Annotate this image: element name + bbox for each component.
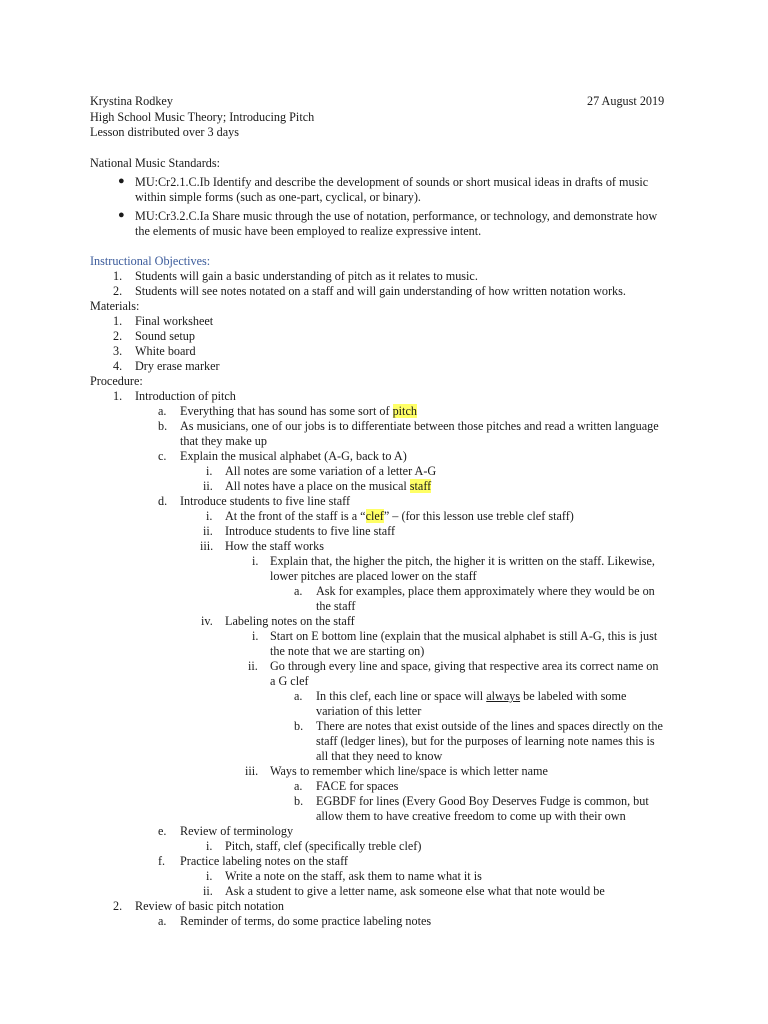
list-roman: ii. [203,479,213,493]
highlight-clef: clef [365,509,384,523]
list-number: 1. [113,269,123,283]
list-roman: ii. [248,659,258,673]
lesson-duration: Lesson distributed over 3 days [90,125,239,139]
step-1f: Practice labeling notes on the staff [180,854,348,868]
step-1c-ii: All notes have a place on the musical staff [225,479,432,493]
list-letter: a. [158,914,167,928]
standards-heading: National Music Standards: [90,156,220,170]
step-1d-iv-2b-line2: staff (ledger lines), but for the purposes of learning note names this is [316,734,655,748]
list-letter: f. [158,854,166,868]
list-letter: b. [294,794,304,808]
step-1d-iii: How the staff works [225,539,324,553]
step-1d-iv-2a-line2: variation of this letter [316,704,422,718]
standard-2-line1: MU:Cr3.2.C.Ia Share music through the use of notation, performance, or technology, and demonstrate how [135,209,658,223]
objective-1: Students will gain a basic understanding of pitch as it relates to music. [135,269,478,283]
list-letter: b. [158,419,168,433]
step-1d-iii-1-line1: Explain that, the higher the pitch, the higher it is written on the staff. Likewise, [270,554,655,568]
step-1b-line1: As musicians, one of our jobs is to differentiate between those pitches and read a written language [180,419,659,433]
objectives-heading: Instructional Objectives: [90,254,211,268]
list-roman: ii. [203,524,213,538]
author-name: Krystina Rodkey [90,94,173,108]
step-1d-iv-3b-line1: EGBDF for lines (Every Good Boy Deserves Fudge is common, but [316,794,649,808]
list-roman: i. [252,554,259,568]
lesson-date: 27 August 2019 [587,94,665,108]
material-2: Sound setup [135,329,195,343]
step-1d-iii-1a-line1: Ask for examples, place them approximately where they would be on [316,584,655,598]
list-roman: ii. [203,884,213,898]
step-1b-line2: that they make up [180,434,267,448]
list-roman: i. [206,509,213,523]
step-1f-ii: Ask a student to give a letter name, ask someone else what that note would be [225,884,605,898]
course-title: High School Music Theory; Introducing Pitch [90,110,315,124]
step-1d-iv-2-line2: a G clef [270,674,309,688]
step-1d-i: At the front of the staff is a “clef” – (for this lesson use treble clef staff) [225,509,574,523]
step-1d-iv-3a: FACE for spaces [316,779,399,793]
list-roman: iv. [201,614,213,628]
step-1d-ii: Introduce students to five line staff [225,524,396,538]
highlight-pitch: pitch [392,404,417,418]
step-1e-i: Pitch, staff, clef (specifically treble clef) [225,839,422,853]
step-1d-iv-2a-line1: In this clef, each line or space will always be labeled with some [316,689,627,703]
list-letter: a. [294,689,303,703]
material-3: White board [135,344,196,358]
materials-heading: Materials: [90,299,140,313]
list-letter: b. [294,719,304,733]
underline-always: always [486,689,521,703]
step-1d-iv-2-line1: Go through every line and space, giving that respective area its correct name on [270,659,659,673]
list-number: 2. [113,329,123,343]
bullet-icon: ● [118,209,125,221]
standard-2-line2: the elements of music have been employed to realize expressive intent. [135,224,482,238]
list-letter: a. [158,404,167,418]
step-1f-i: Write a note on the staff, ask them to name what it is [225,869,482,883]
step-1d-iv-1-line2: the note that we are starting on) [270,644,425,658]
step-1d-iii-1a-line2: the staff [316,599,356,613]
list-roman: iii. [200,539,214,553]
step-1d-iv-2b-line3: all that they need to know [316,749,443,763]
list-number: 2. [113,899,123,913]
procedure-step-1: Introduction of pitch [135,389,236,403]
highlight-staff: staff [409,479,432,493]
step-1d-iii-1-line2: lower pitches are placed lower on the staff [270,569,477,583]
step-1c-i: All notes are some variation of a letter A-G [225,464,437,478]
step-1d-iv-1-line1: Start on E bottom line (explain that the musical alphabet is still A-G, this is just [270,629,658,643]
step-1d: Introduce students to five line staff [180,494,351,508]
list-letter: d. [158,494,168,508]
bullet-icon: ● [118,175,125,187]
material-4: Dry erase marker [135,359,220,373]
list-letter: a. [294,779,303,793]
list-letter: c. [158,449,167,463]
list-number: 4. [113,359,123,373]
step-1d-iv-3b-line2: allow them to have creative freedom to come up with their own [316,809,626,823]
list-letter: e. [158,824,167,838]
list-number: 3. [113,344,123,358]
step-1a: Everything that has sound has some sort of pitch [180,404,417,418]
standard-1-line1: MU:Cr2.1.C.Ib Identify and describe the development of sounds or short musical ideas in drafts of music [135,175,649,189]
step-1d-iv-3: Ways to remember which line/space is which letter name [270,764,548,778]
list-roman: iii. [245,764,259,778]
list-roman: i. [206,869,213,883]
list-number: 2. [113,284,123,298]
list-roman: i. [206,839,213,853]
procedure-heading: Procedure: [90,374,143,388]
material-1: Final worksheet [135,314,214,328]
list-letter: a. [294,584,303,598]
list-number: 1. [113,389,123,403]
procedure-step-2: Review of basic pitch notation [135,899,284,913]
list-roman: i. [252,629,259,643]
step-1c: Explain the musical alphabet (A-G, back to A) [180,449,407,463]
objective-2: Students will see notes notated on a staff and will gain understanding of how written notation works. [135,284,626,298]
step-1d-iv: Labeling notes on the staff [225,614,355,628]
standard-1-line2: within simple forms (such as one-part, cyclical, or binary). [135,190,421,204]
list-roman: i. [206,464,213,478]
step-1e: Review of terminology [180,824,294,838]
step-2a: Reminder of terms, do some practice labeling notes [180,914,432,928]
list-number: 1. [113,314,123,328]
step-1d-iv-2b-line1: There are notes that exist outside of the lines and spaces directly on the [316,719,663,733]
